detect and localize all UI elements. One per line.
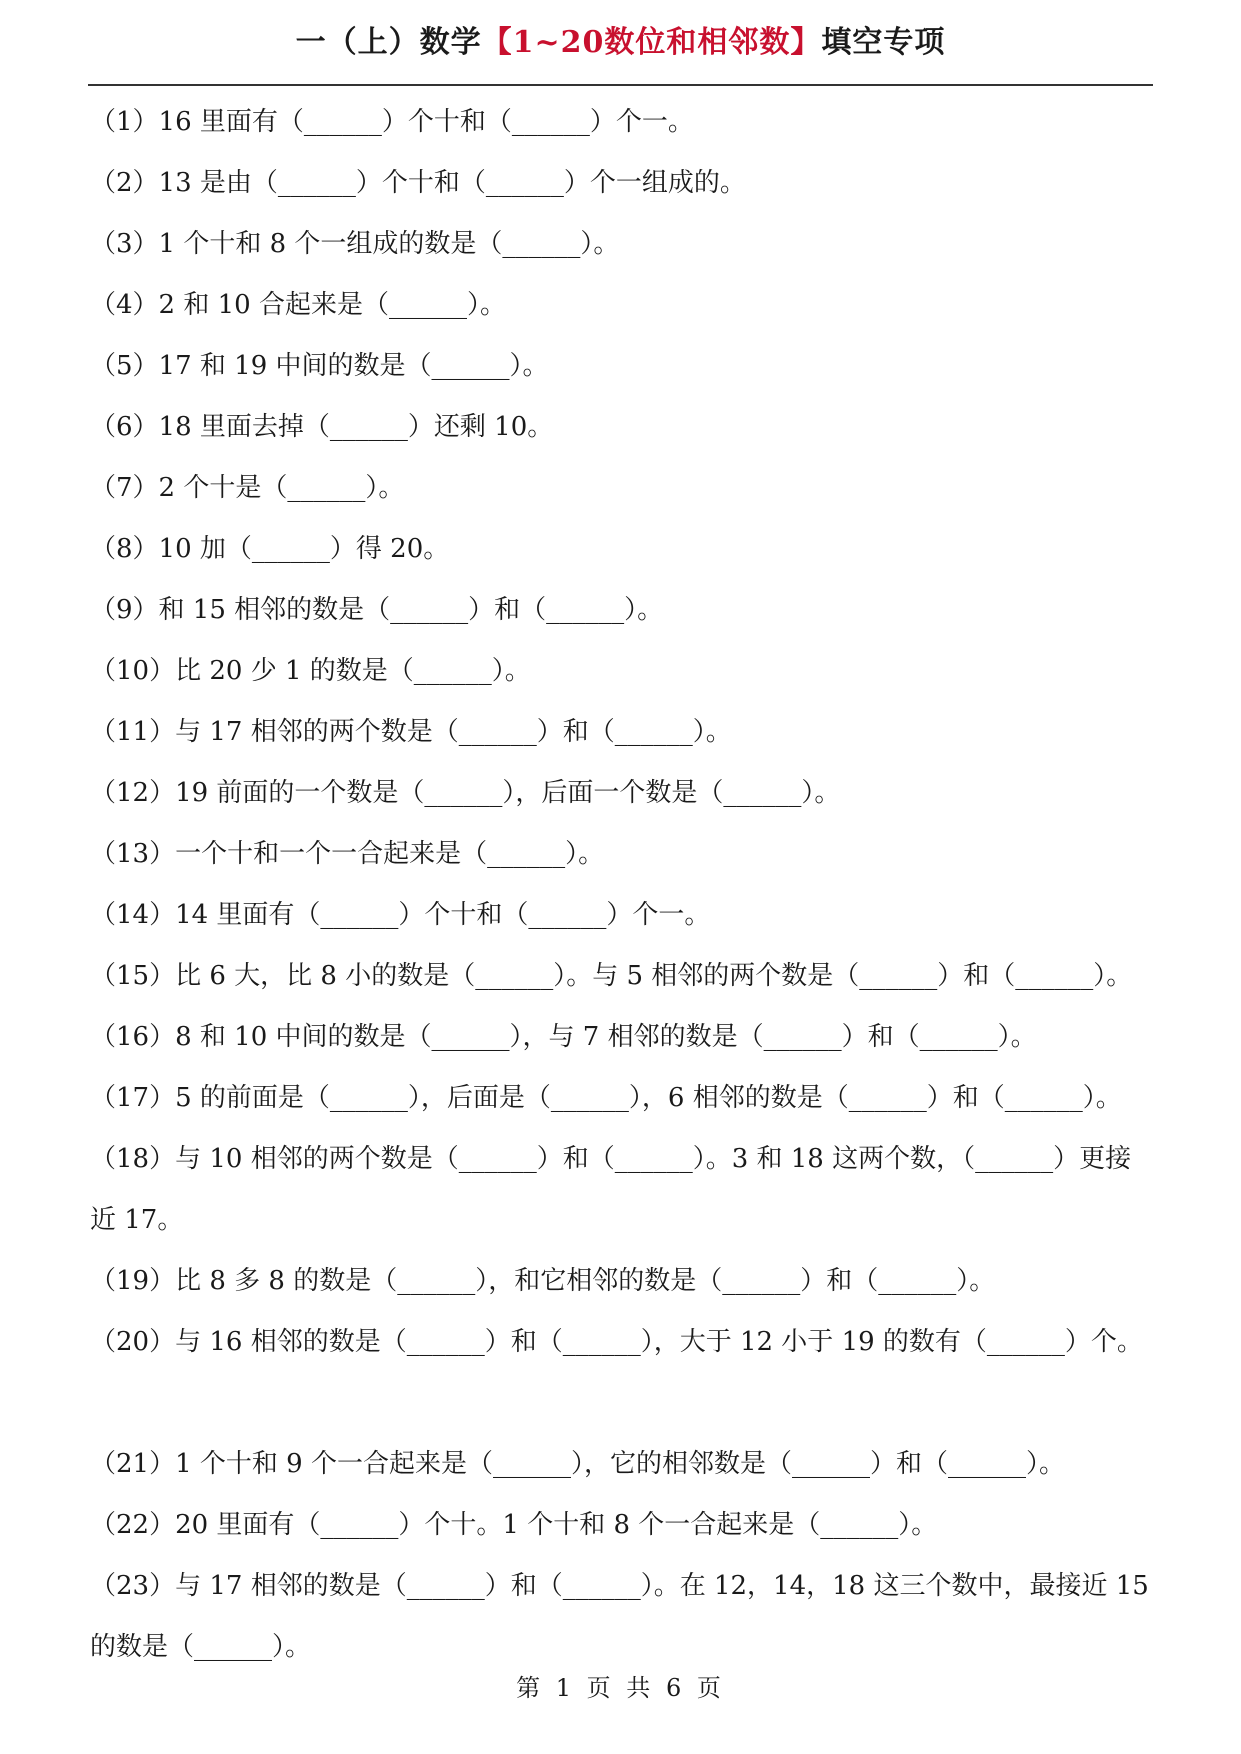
title-suffix: 填空专项 [821,25,946,60]
page-title [0,8,1241,78]
title-prefix: 一（上）数学 [295,25,482,60]
question-10: （10）比 20 少 1 的数是（______）。 [90,656,531,686]
question-11: （11）与 17 相邻的两个数是（______）和（______）。 [90,717,732,747]
question-19: （19）比 8 多 8 的数是（______），和它相邻的数是（______）和（______）。 [90,1266,996,1296]
question-9: （9）和 15 相邻的数是（______）和（______）。 [90,595,664,625]
question-15: （15）比 6 大，比 8 小的数是（______）。与 5 相邻的两个数是（______）和（______）。 [90,961,1133,991]
question-4: （4）2 和 10 合起来是（______）。 [90,290,506,320]
question-22: （22）20 里面有（______）个十。1 个十和 8 个一合起来是（______）。 [90,1510,938,1540]
question-5: （5）17 和 19 中间的数是（______）。 [90,351,549,381]
question-6: （6）18 里面去掉（______）还剩 10。 [90,412,554,442]
page-number: 第 1 页 共 6 页 [516,1674,725,1702]
question-14: （14）14 里面有（______）个十和（______）个一。 [90,900,711,930]
question-list [90,92,1150,1678]
title-topic: 【1~20数位和相邻数】 [481,25,822,60]
question-12: （12）19 前面的一个数是（______），后面一个数是（______）。 [90,778,841,808]
question-8: （8）10 加（______）得 20。 [90,534,450,564]
question-17: （17）5 的前面是（______），后面是（______），6 相邻的数是（______）和（______）。 [90,1083,1122,1113]
question-2: （2）13 是由（______）个十和（______）个一组成的。 [90,168,746,198]
title-underline [88,84,1153,86]
question-13: （13）一个十和一个一合起来是（______）。 [90,839,605,869]
question-18: （18）与 10 相邻的两个数是（______）和（______）。3 和 18 这两个数，（______）更接近 17。 [90,1144,1132,1235]
question-16: （16）8 和 10 中间的数是（______），与 7 相邻的数是（______）和（______）。 [90,1022,1037,1052]
question-1: （1）16 里面有（______）个十和（______）个一。 [90,107,694,137]
question-20: （20）与 16 相邻的数是（______）和（______），大于 12 小于 19 的数有（______）个。 [90,1327,1143,1357]
question-23: （23）与 17 相邻的数是（______）和（______）。在 12，14，18 这三个数中，最接近 15 的数是（______）。 [90,1571,1149,1662]
question-21: （21）1 个十和 9 个一合起来是（______），它的相邻数是（______）和（______）。 [90,1449,1065,1479]
question-7: （7）2 个十是（______）。 [90,473,405,503]
question-3: （3）1 个十和 8 个一组成的数是（______）。 [90,229,620,259]
